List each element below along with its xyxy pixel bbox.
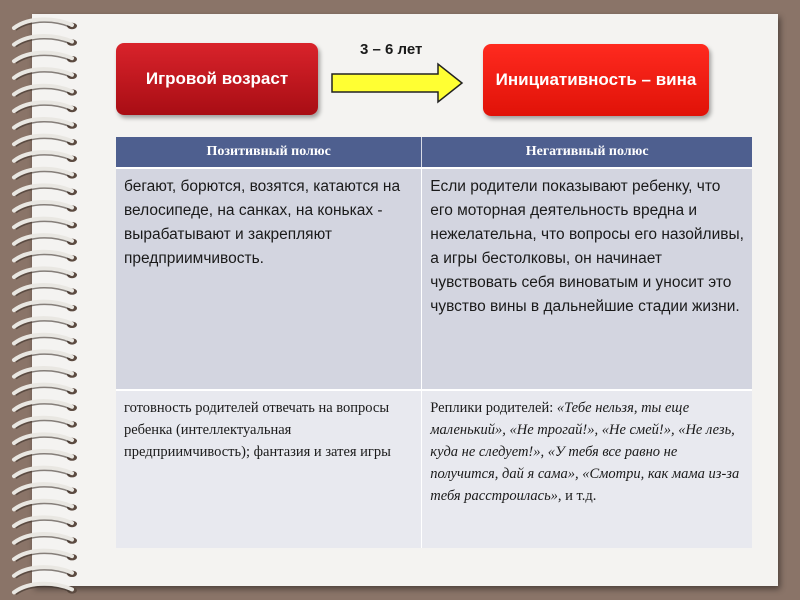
table-header-row — [116, 137, 752, 168]
positive-pole-header: Позитивный полюс — [116, 137, 422, 168]
negative-cell: Если родители показывают ребенку, что его моторная деятельность вредна и нежелательна, что вопросы его назойливы, а игры бестолковы, он начинает чувствовать себя виноватым и уносит это чувство вины в дальнейшие стадии жизни. — [422, 168, 752, 390]
conflict-box — [483, 44, 709, 116]
age-range-label: 3 – 6 лет — [360, 41, 423, 58]
spiral-binding — [0, 0, 90, 600]
table-row — [116, 390, 752, 548]
positive-cell: готовность родителей отвечать на вопросы ребенка (интеллектуальная предприимчивость); фантазия и затея игры — [116, 390, 422, 548]
negative-cell — [422, 390, 752, 548]
parent-remarks-intro: Реплики родителей: — [430, 400, 554, 416]
right-arrow-icon — [330, 62, 466, 104]
positive-cell: бегают, борются, возятся, катаются на велосипеде, на санках, на коньках - вырабатывают и закрепляют предприимчивость. — [116, 168, 422, 390]
parent-remarks-quotes: «Тебе нельзя, ты еще маленький», «Не трогай!», «Не смей!», «Не лезь, куда не следует!», «У тебя все равно не получится, дай я сама», «Смотри, как мама из-за тебя расстроилась» — [430, 400, 740, 504]
stage-name-box — [116, 43, 318, 115]
poles-table — [116, 137, 752, 548]
negative-pole-header: Негативный полюс — [422, 137, 752, 168]
table-row — [116, 168, 752, 390]
stage-name-label: Игровой возраст — [145, 69, 289, 89]
parent-remarks-end: , и т.д. — [557, 488, 597, 504]
conflict-label: Инициативность – вина — [495, 70, 697, 90]
